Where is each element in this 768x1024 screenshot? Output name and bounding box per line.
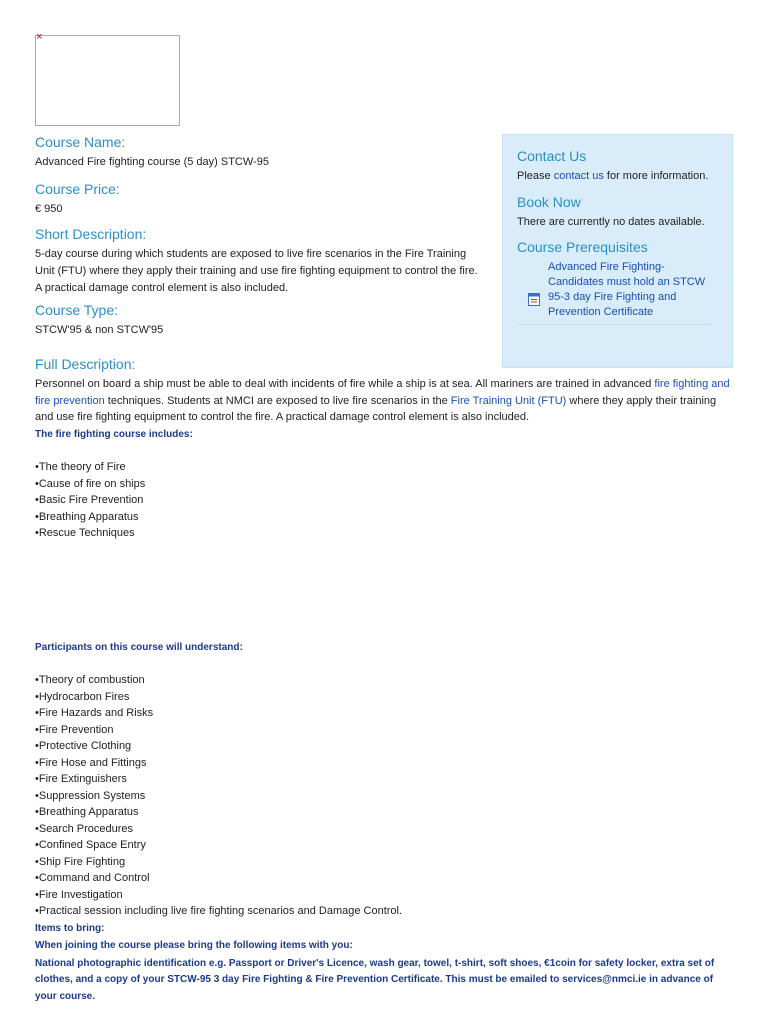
- list-item: •Ship Fire Fighting: [35, 855, 126, 868]
- list-item: •Suppression Systems: [35, 789, 146, 802]
- list-item: •Fire Hazards and Risks: [35, 707, 154, 719]
- list-item: •Breathing Apparatus: [35, 510, 139, 523]
- list-item: •Practical session including live fire fighting scenarios and Damage Control.: [35, 905, 403, 917]
- list-item: •Protective Clothing: [35, 740, 132, 752]
- course-price-heading: Course Price:: [35, 181, 120, 197]
- book-now-text: There are currently no dates available.: [517, 216, 705, 228]
- course-name-value: Advanced Fire fighting course (5 day) STCW-95: [35, 156, 269, 168]
- list-item: •Cause of fire on ships: [35, 477, 146, 490]
- course-prerequisites-heading: Course Prerequisites: [517, 239, 648, 255]
- list-item: •The theory of Fire: [35, 461, 126, 473]
- includes-heading: The fire fighting course includes:: [35, 428, 193, 440]
- sidebar: [502, 134, 733, 368]
- list-item: •Search Procedures: [35, 822, 134, 835]
- short-description-value: 5-day course during which students are exposed to live fire scenarios in the Fire Training Unit (FTU) where they apply their training and use fire fighting equipment to control the fire. A practical damage control element is also included.: [35, 248, 478, 294]
- contact-us-link[interactable]: contact us: [553, 170, 604, 182]
- contact-suffix: for more information.: [603, 170, 709, 182]
- book-now-heading: Book Now: [517, 194, 581, 210]
- list-item: •Fire Investigation: [35, 888, 123, 901]
- full-description: [35, 356, 735, 1005]
- list-item: •Basic Fire Prevention: [35, 494, 144, 506]
- list-item: •Fire Prevention: [35, 723, 114, 736]
- prerequisite-link[interactable]: Advanced Fire Fighting-Candidates must hold an STCW 95-3 day Fire Fighting and Prevention Certificate: [548, 261, 706, 318]
- fire-training-unit-link[interactable]: Fire Training Unit (FTU): [450, 394, 567, 407]
- contact-prefix: Please: [517, 170, 554, 182]
- prerequisite-item[interactable]: [517, 260, 711, 325]
- fire-prevention-link[interactable]: fire fighting and fire prevention: [35, 378, 730, 407]
- includes-list: [35, 459, 735, 542]
- list-item: •Theory of combustion: [35, 674, 145, 686]
- full-description-text-c: where they apply their training and use fire fighting equipment to control the fire. A practical damage control element is also included.: [35, 394, 717, 423]
- list-item: •Command and Control: [35, 872, 150, 884]
- contact-us-text: [517, 168, 717, 184]
- course-image-placeholder: [35, 31, 180, 126]
- items-intro: When joining the course please bring the following items with you:: [35, 940, 353, 951]
- list-item: •Confined Space Entry: [35, 839, 146, 851]
- list-item: •Fire Extinguishers: [35, 773, 127, 785]
- items-text: National photographic identification e.g. Passport or Driver's Licence, wash gear, towel, t-shirt, soft shoes, €1coin for safety locker, extra set of clothes, and a copy of your STCW-95 3 day Fire Fighting & Fire Prevention Certificate. This must be emailed to services@nmci.ie in advance of your course.: [35, 957, 715, 1002]
- course-type-heading: Course Type:: [35, 302, 119, 318]
- items-heading: Items to bring:: [35, 922, 105, 934]
- understand-heading: Participants on this course will understand:: [35, 641, 243, 653]
- understand-list: [35, 672, 735, 920]
- full-description-text-b: techniques. Students at NMCI are exposed to live fire scenarios in the: [104, 394, 451, 407]
- course-summary: [35, 134, 490, 338]
- short-description-heading: Short Description:: [35, 226, 147, 242]
- full-description-text-a: Personnel on board a ship must be able to deal with incidents of fire while a ship is at sea. All mariners are trained in advanced: [35, 378, 655, 390]
- course-name-heading: Course Name:: [35, 134, 126, 150]
- full-description-paragraph: [35, 376, 735, 426]
- course-price-value: € 950: [35, 203, 63, 215]
- pdf-icon: [528, 293, 540, 306]
- list-item: •Rescue Techniques: [35, 527, 135, 539]
- list-item: •Fire Hose and Fittings: [35, 756, 147, 769]
- course-type-value: STCW'95 & non STCW'95: [35, 324, 164, 336]
- contact-us-heading: Contact Us: [517, 148, 587, 164]
- broken-image-icon: ×: [36, 31, 43, 43]
- list-item: •Breathing Apparatus: [35, 806, 139, 818]
- full-description-heading: Full Description:: [35, 356, 136, 372]
- list-item: •Hydrocarbon Fires: [35, 690, 130, 703]
